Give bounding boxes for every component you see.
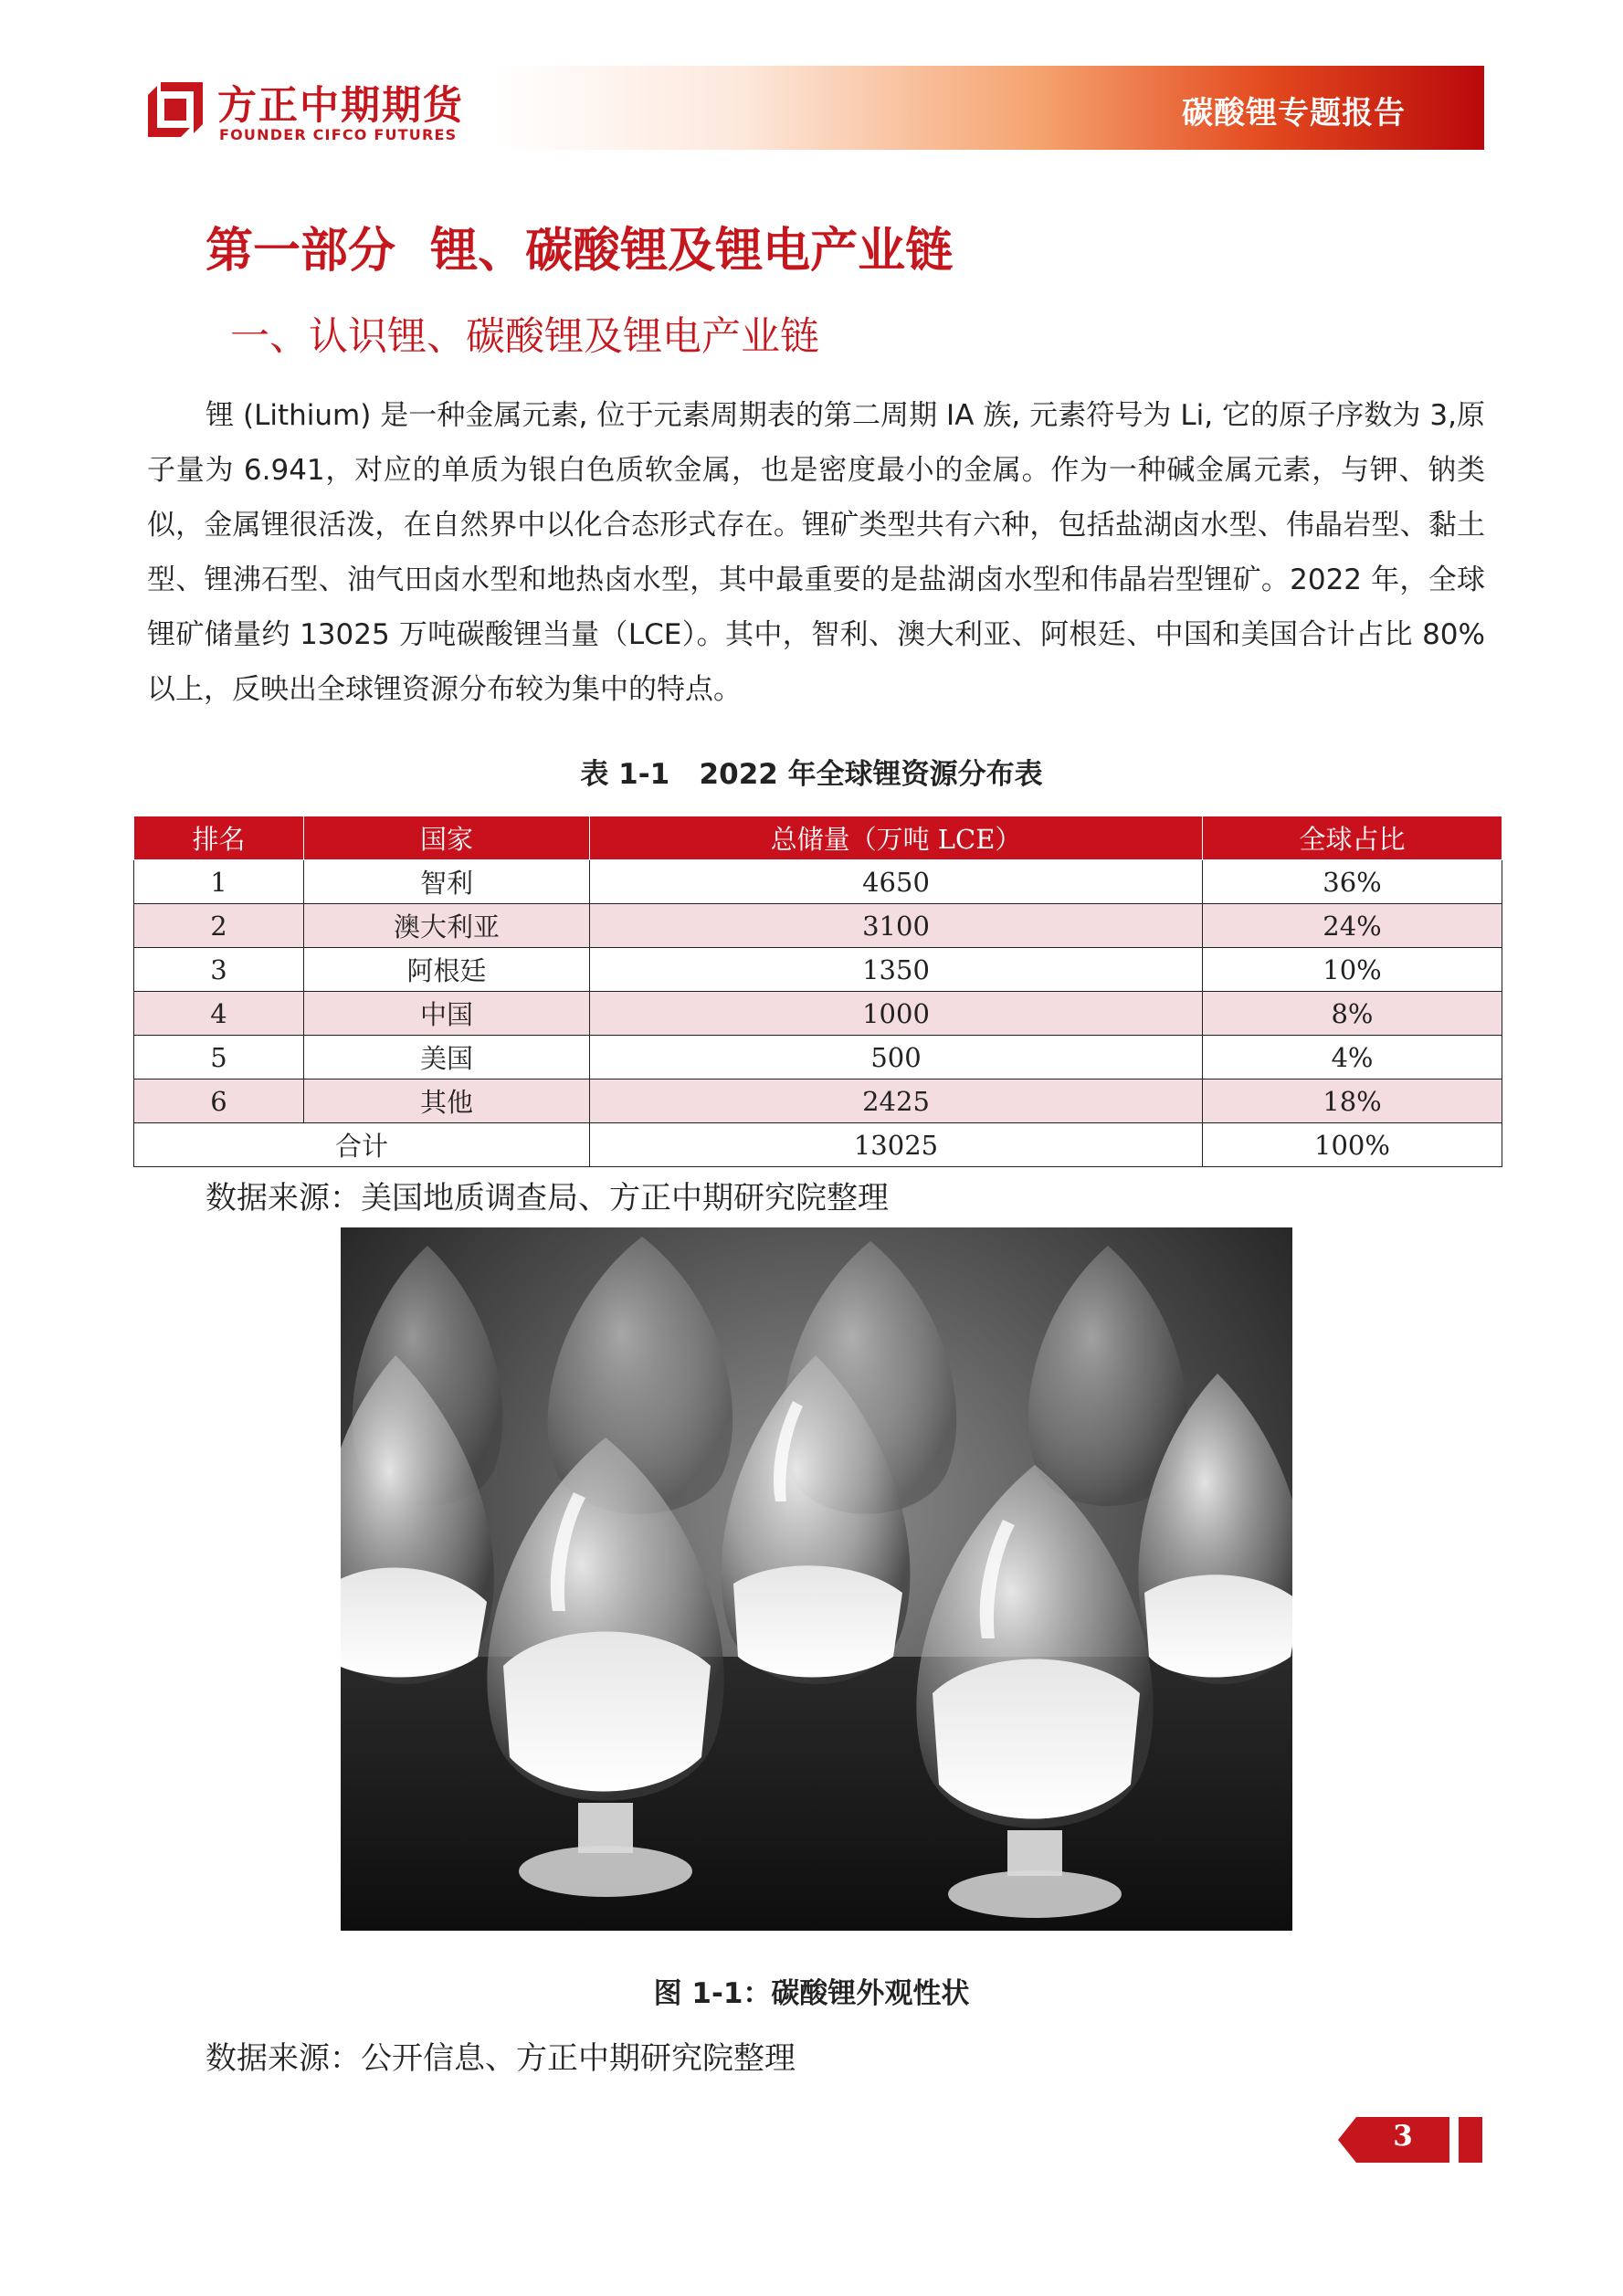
figure-caption: 图 1-1：碳酸锂外观性状 bbox=[653, 1977, 970, 2010]
cell-share: 36% bbox=[1203, 860, 1502, 904]
page-header bbox=[146, 66, 1484, 150]
cell-rank: 4 bbox=[134, 992, 304, 1036]
cell-total-share: 100% bbox=[1203, 1123, 1502, 1167]
table-row bbox=[134, 860, 1502, 904]
brand-name-cn: 方正中期期货 bbox=[217, 83, 464, 129]
table-row bbox=[134, 1080, 1502, 1123]
figure-source-note: 数据来源：公开信息、方正中期研究院整理 bbox=[206, 2040, 796, 2077]
cell-country: 阿根廷 bbox=[304, 948, 590, 992]
cell-share: 24% bbox=[1203, 904, 1502, 948]
report-title: 碳酸锂专题报告 bbox=[1182, 95, 1406, 132]
cell-share: 10% bbox=[1203, 948, 1502, 992]
cell-country: 美国 bbox=[304, 1036, 590, 1080]
cell-country: 中国 bbox=[304, 992, 590, 1036]
cell-share: 8% bbox=[1203, 992, 1502, 1036]
cell-reserves: 500 bbox=[590, 1036, 1203, 1080]
cell-reserves: 1000 bbox=[590, 992, 1203, 1036]
table-row bbox=[134, 948, 1502, 992]
table-source-note: 数据来源：美国地质调查局、方正中期研究院整理 bbox=[206, 1180, 889, 1216]
cell-total-reserves: 13025 bbox=[590, 1123, 1203, 1167]
lithium-carbonate-photo bbox=[341, 1227, 1292, 1931]
page-number: 3 bbox=[1393, 2120, 1413, 2153]
cell-reserves: 2425 bbox=[590, 1080, 1203, 1123]
cell-total-label: 合计 bbox=[134, 1123, 590, 1167]
cell-country: 智利 bbox=[304, 860, 590, 904]
cell-rank: 1 bbox=[134, 860, 304, 904]
lithium-resource-table bbox=[133, 816, 1502, 1167]
founder-logo-icon bbox=[146, 79, 205, 137]
cell-rank: 2 bbox=[134, 904, 304, 948]
table-header-row bbox=[134, 816, 1502, 860]
cell-rank: 3 bbox=[134, 948, 304, 992]
table-total-row bbox=[134, 1123, 1502, 1167]
flask-illustration bbox=[341, 1227, 1292, 1931]
cell-country: 其他 bbox=[304, 1080, 590, 1123]
cell-rank: 5 bbox=[134, 1036, 304, 1080]
table-caption: 表 1-1 2022 年全球锂资源分布表 bbox=[580, 758, 1043, 791]
section-title: 一、认识锂、碳酸锂及锂电产业链 bbox=[230, 314, 819, 360]
part-title: 第一部分 锂、碳酸锂及锂电产业链 bbox=[206, 224, 954, 279]
table-row bbox=[134, 992, 1502, 1036]
table-row bbox=[134, 1036, 1502, 1080]
brand-name-en: FOUNDER CIFCO FUTURES bbox=[219, 126, 458, 143]
column-header-rank: 排名 bbox=[134, 816, 304, 860]
column-header-country: 国家 bbox=[304, 816, 590, 860]
table-row bbox=[134, 904, 1502, 948]
column-header-reserves: 总储量（万吨 LCE） bbox=[590, 816, 1203, 860]
body-paragraph: 锂 (Lithium) 是一种金属元素, 位于元素周期表的第二周期 IA 族, 元素符号为 Li, 它的原子序数为 3,原子量为 6.941，对应的单质为银白色质软金属，也是密度最小的金属。作为一种碱金属元素，与钾、钠类似，金属锂很活泼，在自然界中以化合态形式存在。锂矿类型共有六种，包括盐湖卤水型、伟晶岩型、黏土型、锂沸石型、油气田卤水型和地热卤水型，其中最重要的是盐湖卤水型和伟晶岩型锂矿。2022 年，全球锂矿储量约 13025 万吨碳酸锂当量（LCE）。其中，智利、澳大利亚、阿根廷、中国和美国合计占比 80%以上，反映出全球锂资源分布较为集中的特点。 bbox=[147, 399, 1485, 706]
cell-reserves: 3100 bbox=[590, 904, 1203, 948]
cell-rank: 6 bbox=[134, 1080, 304, 1123]
cell-share: 18% bbox=[1203, 1080, 1502, 1123]
column-header-share: 全球占比 bbox=[1203, 816, 1502, 860]
cell-reserves: 1350 bbox=[590, 948, 1203, 992]
cell-country: 澳大利亚 bbox=[304, 904, 590, 948]
cell-reserves: 4650 bbox=[590, 860, 1203, 904]
header-banner bbox=[493, 66, 1484, 150]
cell-share: 4% bbox=[1203, 1036, 1502, 1080]
